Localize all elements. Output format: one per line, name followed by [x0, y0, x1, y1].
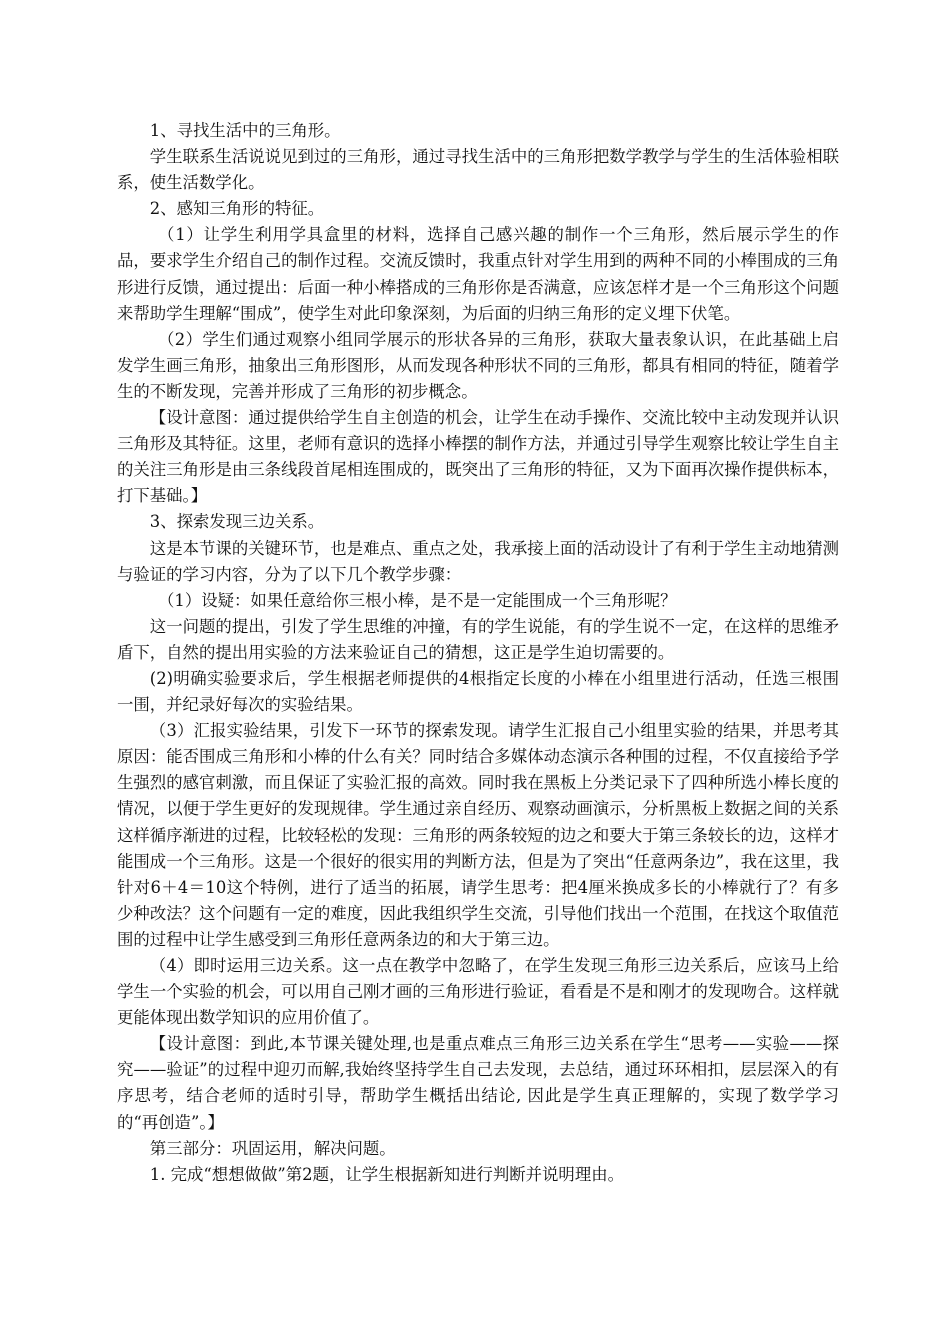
paragraph-thinking-conflict: 这一问题的提出，引发了学生思维的冲撞，有的学生说能，有的学生说不一定，在这样的思维矛盾下，自然的提出用实验的方法来验证自己的猜想，这正是学生迫切需要的。 — [117, 616, 839, 662]
section-heading-triangle-features: 2、感知三角形的特征。 — [149, 199, 325, 219]
paragraph-question: （1）设疑：如果任意给你三根小棒，是不是一定能围成一个三角形呢？ — [158, 590, 677, 610]
section-heading-three-sides: 3、探索发现三边关系。 — [149, 512, 325, 532]
paragraph-report-results: （3）汇报实验结果，引发下一环节的探索发现。请学生汇报自己小组里实验的结果，并思考其原因：能否围成三角形和小棒的什么有关？同时结合多媒体动态演示各种围的过程，不仅直接给予学生强烈的感官刺激，而且保证了实验汇报的高效。同时我在黑板上分类记录下了四种所选小棒长度的情况，以便于学生更好的发现规律。学生通过亲自经历、观察动画演示，分析黑板上数据之间的关系这样循序渐进的过程，比较轻松的发现：三角形的两条较短的边之和要大于第三条较长的边，这样才能围成一个三角形。这是一个很好的很实用的判断方法，但是为了突出“任意两条边”，我在这里，我针对6＋4＝10这个特例，进行了适当的拓展，请学生思考：把4厘米换成多长的小棒就行了？有多少种改法？这个问题有一定的难度，因此我组织学生交流，引导他们找出一个范围，在找这个取值范围的过程中让学生感受到三角形任意两条边的和大于第三边。 — [117, 721, 839, 949]
paragraph-apply-relation: （4）即时运用三边关系。这一点在教学中忽略了，在学生发现三角形三边关系后，应该马上给学生一个实验的机会，可以用自己刚才画的三角形进行验证，看看是不是和刚才的发现吻合。这样就更能体现出数学知识的应用价值了。 — [117, 956, 839, 1028]
paragraph-step-2-observe: （2）学生们通过观察小组同学展示的形状各异的三角形，获取大量表象认识，在此基础上启发学生画三角形，抽象出三角形图形，从而发现各种形状不同的三角形，都具有相同的特征，随着学生的不断发现，完善并形成了三角形的初步概念。 — [117, 329, 839, 401]
document-page — [117, 118, 839, 1188]
paragraph-experiment-requirements: (2)明确实验要求后，学生根据老师提供的4根指定长度的小棒在小组里进行活动，任选三根围一围，并纪录好每次的实验结果。 — [117, 668, 839, 715]
paragraph-step-1-make-triangle: （1）让学生利用学具盒里的材料，选择自己感兴趣的制作一个三角形，然后展示学生的作品，要求学生介绍自己的制作过程。交流反馈时，我重点针对学生用到的两种不同的小棒围成的三角形进行反馈，通过提出：后面一种小棒搭成的三角形你是否满意，应该怎样才是一个三角形这个问题来帮助学生理解“围成”，使学生对此印象深刻，为后面的归纳三角形的定义埋下伏笔。 — [117, 225, 839, 323]
design-intent-note-2: 【设计意图：到此,本节课关键处理,也是重点难点三角形三边关系在学生“思考——实验——探究——验证”的过程中迎刃而解,我始终坚持学生自己去发现，去总结，通过环环相扣，层层深入的有序思考，结合老师的适时引导，帮助学生概括出结论, 因此是学生真正理解的，实现了数学学习的“再创造”。】 — [117, 1034, 839, 1132]
paragraph-life-examples: 学生联系生活说说见到过的三角形，通过寻找生活中的三角形把数学教学与学生的生活体验相联系，使生活数学化。 — [117, 147, 839, 193]
section-heading-part-three: 第三部分：巩固运用，解决问题。 — [149, 1138, 396, 1158]
paragraph-exercise-1: 1. 完成“想想做做”第2题，让学生根据新知进行判断并说明理由。 — [149, 1164, 624, 1184]
section-heading-find-triangles: 1、寻找生活中的三角形。 — [149, 121, 341, 140]
design-intent-note-1: 【设计意图：通过提供给学生自主创造的机会，让学生在动手操作、交流比较中主动发现并认识三角形及其特征。这里，老师有意识的选择小棒摆的制作方法，并通过引导学生观察比较让学生自主的关注三角形是由三条线段首尾相连围成的，既突出了三角形的特征，又为下面再次操作提供标本，打下基础。】 — [117, 408, 839, 506]
paragraph-key-step-intro: 这是本节课的关键环节，也是难点、重点之处，我承接上面的活动设计了有利于学生主动地猜测与验证的学习内容，分为了以下几个教学步骤： — [117, 538, 839, 584]
